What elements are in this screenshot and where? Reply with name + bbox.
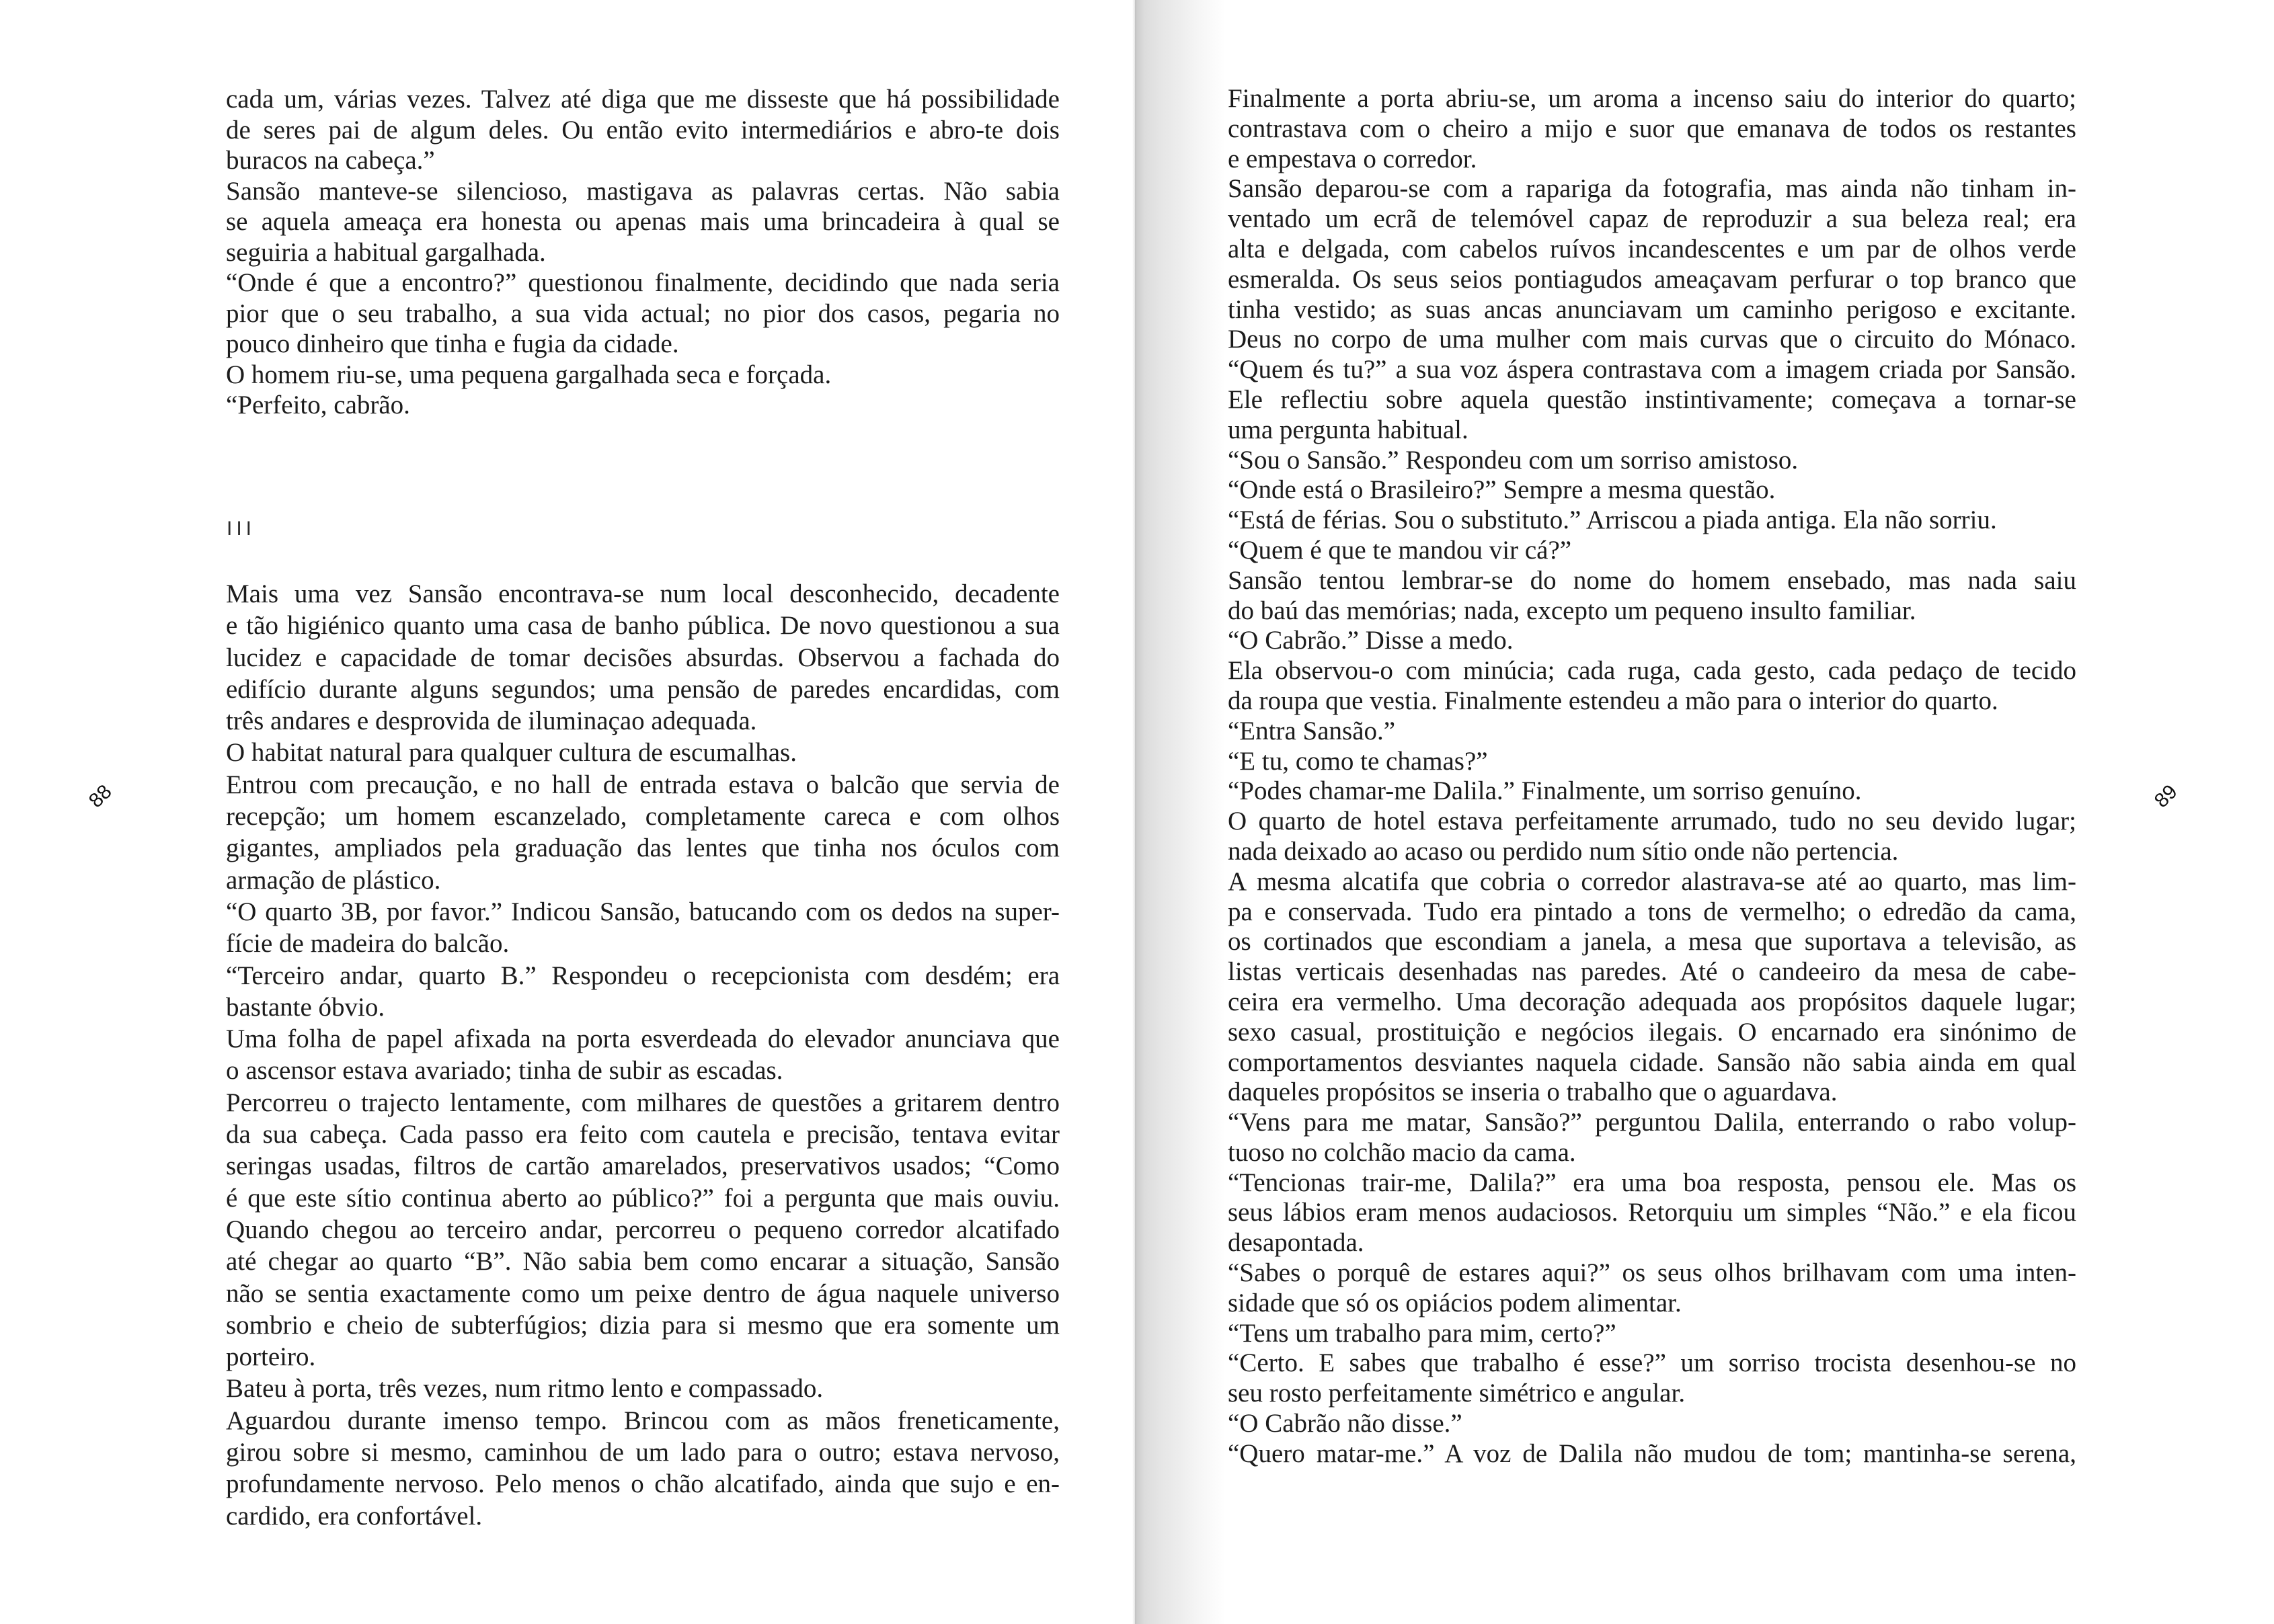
text-line: edifício durante alguns segundos; uma pensão de paredes encardidas, com xyxy=(226,674,1060,704)
text-line: seringas usadas, filtros de cartão amarelados, preservativos usados; “Como xyxy=(226,1151,1060,1181)
text-line: O homem riu-se, uma pequena gargalhada seca e forçada. xyxy=(226,360,832,389)
text-line: Ele reflectiu sobre aquela questão instintivamente; começava a tornar-se xyxy=(1228,384,2076,414)
right-text-block xyxy=(1228,84,2076,1469)
text-line: “E tu, como te chamas?” xyxy=(1228,746,1488,776)
text-line: Bateu à porta, três vezes, num ritmo lento e compassado. xyxy=(226,1374,824,1404)
text-line: se aquela ameaça era honesta ou apenas mais uma brincadeira à qual se xyxy=(226,207,1060,236)
text-line: recepção; um homem escanzelado, completamente careca e com olhos xyxy=(226,802,1060,831)
text-line: “Quero matar-me.” A voz de Dalila não mudou de tom; mantinha-se serena, xyxy=(1228,1438,2076,1468)
text-line: “Vens para me matar, Sansão?” perguntou Dalila, enterrando o rabo volup- xyxy=(1228,1108,2076,1137)
text-line: Sansão tentou lembrar-se do nome do homem ensebado, mas nada saiu xyxy=(1228,565,2076,595)
text-line: e empestava o corredor. xyxy=(1228,144,1477,173)
text-line: gigantes, ampliados pela graduação das lentes que tinha nos óculos com xyxy=(226,834,1060,863)
text-line: “Onde está o Brasileiro?” Sempre a mesma questão. xyxy=(1228,475,1776,505)
text-line: bastante óbvio. xyxy=(226,992,385,1022)
text-line: Percorreu o trajecto lentamente, com milhares de questões a gritarem dentro xyxy=(226,1088,1060,1117)
text-line: esmeralda. Os seus seios pontiagudos ameaçavam perfurar o top branco que xyxy=(1228,264,2076,294)
text-line: armação de plástico. xyxy=(226,865,441,895)
text-line: “Sabes o porquê de estares aqui?” os seus olhos brilhavam com uma inten- xyxy=(1228,1258,2076,1288)
text-line: seus lábios eram menos audaciosos. Retorquiu um simples “Não.” e ela ficou xyxy=(1228,1198,2076,1227)
text-line: “O quarto 3B, por favor.” Indicou Sansão, batucando com os dedos na super- xyxy=(226,897,1060,926)
page-number-left: 88 xyxy=(84,780,116,813)
text-line: Mais uma vez Sansão encontrava-se num local desconhecido, decadente xyxy=(226,579,1060,608)
text-line: tuoso no colchão macio da cama. xyxy=(1228,1137,1576,1167)
text-line: pouco dinheiro que tinha e fugia da cidade. xyxy=(226,329,679,358)
text-line: alta e delgada, com cabelos ruívos incandescentes e um par de olhos verde xyxy=(1228,234,2076,263)
text-line: fície de madeira do balcão. xyxy=(226,929,510,959)
text-line: pa e conservada. Tudo era pintado a tons de vermelho; o edredão da cama, xyxy=(1228,897,2076,926)
text-line: tinha vestido; as suas ancas anunciavam um caminho perigoso e excitante. xyxy=(1228,294,2076,324)
text-line: “Sou o Sansão.” Respondeu com um sorriso amistoso. xyxy=(1228,445,1799,475)
text-line: sexo casual, prostituição e negócios ilegais. O encarnado era sinónimo de xyxy=(1228,1017,2076,1047)
text-line: “O Cabrão.” Disse a medo. xyxy=(1228,626,1514,655)
text-line: contrastava com o cheiro a mijo e suor que emanava de todos os restantes xyxy=(1228,114,2076,143)
book-gutter-shadow xyxy=(1132,0,1136,1624)
text-line: desapontada. xyxy=(1228,1228,1364,1258)
text-line: buracos na cabeça.” xyxy=(226,146,435,175)
text-line: “Podes chamar-me Dalila.” Finalmente, um sorriso genuíno. xyxy=(1228,776,1862,806)
text-line: ceira era vermelho. Uma decoração adequada aos propósitos daquele lugar; xyxy=(1228,987,2076,1016)
text-line: Entrou com precaução, e no hall de entrada estava o balcão que servia de xyxy=(226,770,1060,799)
text-line: Ela observou-o com minúcia; cada ruga, cada gesto, cada pedaço de tecido xyxy=(1228,656,2076,686)
text-line: Sansão manteve-se silencioso, mastigava as palavras certas. Não sabia xyxy=(226,176,1060,206)
text-line: até chegar ao quarto “B”. Não sabia bem como encarar a situação, Sansão xyxy=(226,1247,1060,1276)
text-line: cada um, várias vezes. Talvez até diga que me disseste que há possibilidade xyxy=(226,85,1060,114)
text-line: “Entra Sansão.” xyxy=(1228,716,1396,745)
text-line: é que este sítio continua aberto ao público?” foi a pergunta que mais ouviu. xyxy=(226,1183,1060,1213)
text-line: Uma folha de papel afixada na porta esverdeada do elevador anunciava que xyxy=(226,1024,1060,1054)
text-line: porteiro. xyxy=(226,1342,316,1372)
text-line: seguiria a habitual gargalhada. xyxy=(226,237,546,267)
text-line: da roupa que vestia. Finalmente estendeu a mão para o interior do quarto. xyxy=(1228,686,1998,715)
text-line: “Certo. E sabes que trabalho é esse?” um sorriso trocista desenhou-se no xyxy=(1228,1348,2076,1378)
text-line: “Quem és tu?” a sua voz áspera contrastava com a imagem criada por Sansão. xyxy=(1228,355,2076,384)
text-line: cardido, era confortável. xyxy=(226,1501,483,1531)
text-line: “Onde é que a encontro?” questionou finalmente, decidindo que nada seria xyxy=(226,268,1060,297)
text-line: Aguardou durante imenso tempo. Brincou com as mãos freneticamente, xyxy=(226,1406,1060,1435)
text-line: o ascensor estava avariado; tinha de subir as escadas. xyxy=(226,1056,783,1086)
text-line: seu rosto perfeitamente simétrico e angular. xyxy=(1228,1379,1686,1408)
text-line: não se sentia exactamente como um peixe dentro de água naquele universo xyxy=(226,1278,1060,1308)
text-line: Deus no corpo de uma mulher com mais curvas que o circuito do Mónaco. xyxy=(1228,325,2076,354)
text-line: Sansão deparou-se com a rapariga da fotografia, mas ainda não tinham in- xyxy=(1228,174,2076,204)
text-line: Finalmente a porta abriu-se, um aroma a incenso saiu do interior do quarto; xyxy=(1228,84,2076,113)
section-heading: III xyxy=(227,518,256,540)
text-line: daqueles propósitos se inseria o trabalho que o aguardava. xyxy=(1228,1078,1838,1107)
text-line: “Tencionas trair-me, Dalila?” era uma boa resposta, pensou ele. Mas os xyxy=(1228,1168,2076,1197)
text-line: O habitat natural para qualquer cultura de escumalhas. xyxy=(226,738,797,768)
text-line: “Quem é que te mandou vir cá?” xyxy=(1228,535,1572,565)
text-line: Quando chegou ao terceiro andar, percorreu o pequeno corredor alcatifado xyxy=(226,1215,1060,1244)
text-line: girou sobre si mesmo, caminhou de um lado para o outro; estava nervoso, xyxy=(226,1438,1060,1467)
text-line: ventado um ecrã de telemóvel capaz de reproduzir a sua beleza real; era xyxy=(1228,204,2076,234)
text-line: “Perfeito, cabrão. xyxy=(226,391,410,419)
text-line: “Tens um trabalho para mim, certo?” xyxy=(1228,1318,1616,1348)
text-line: os cortinados que escondiam a janela, a mesa que suportava a televisão, as xyxy=(1228,927,2076,957)
text-line: e tão higiénico quanto uma casa de banho pública. De novo questionou a sua xyxy=(226,611,1060,641)
text-line: sombrio e cheio de subterfúgios; dizia para si mesmo que era somente um xyxy=(226,1310,1060,1340)
text-line: de seres pai de algum deles. Ou então evito intermediários e abro-te dois xyxy=(226,115,1060,145)
text-line: três andares e desprovida de iluminaçao adequada. xyxy=(226,706,757,736)
text-line: A mesma alcatifa que cobria o corredor alastrava-se até ao quarto, mas lim- xyxy=(1228,866,2076,896)
text-line: pior que o seu trabalho, a sua vida actual; no pior dos casos, pegaria no xyxy=(226,298,1060,328)
text-line: uma pergunta habitual. xyxy=(1228,415,1468,444)
text-line: “Terceiro andar, quarto B.” Respondeu o recepcionista com desdém; era xyxy=(226,961,1060,990)
text-line: comportamentos desviantes naquela cidade. Sansão não sabia ainda em qual xyxy=(1228,1047,2076,1077)
page-number-right: 89 xyxy=(2150,780,2182,813)
left-text-block-top xyxy=(226,84,1060,421)
text-line: profundamente nervoso. Pelo menos o chão alcatifado, ainda que sujo e en- xyxy=(226,1469,1060,1499)
text-line: listas verticais desenhadas nas paredes. Até o candeeiro da mesa de cabe- xyxy=(1228,957,2076,987)
text-line: sidade que só os opiácios podem alimentar. xyxy=(1228,1288,1682,1317)
text-line: do baú das memórias; nada, excepto um pequeno insulto familiar. xyxy=(1228,596,1916,625)
text-line: “Está de férias. Sou o substituto.” Arriscou a piada antiga. Ela não sorriu. xyxy=(1228,505,1997,535)
left-page xyxy=(0,0,1135,1624)
text-line: O quarto de hotel estava perfeitamente arrumado, tudo no seu devido lugar; xyxy=(1228,807,2076,836)
text-line: da sua cabeça. Cada passo era feito com cautela e precisão, tentava evitar xyxy=(226,1120,1060,1149)
text-line: lucidez e capacidade de tomar decisões absurdas. Observou a fachada do xyxy=(226,643,1060,672)
text-line: “O Cabrão não disse.” xyxy=(1228,1409,1462,1438)
left-text-block-bottom xyxy=(226,578,1060,1532)
text-line: nada deixado ao acaso ou perdido num sítio onde não pertencia. xyxy=(1228,836,1899,866)
